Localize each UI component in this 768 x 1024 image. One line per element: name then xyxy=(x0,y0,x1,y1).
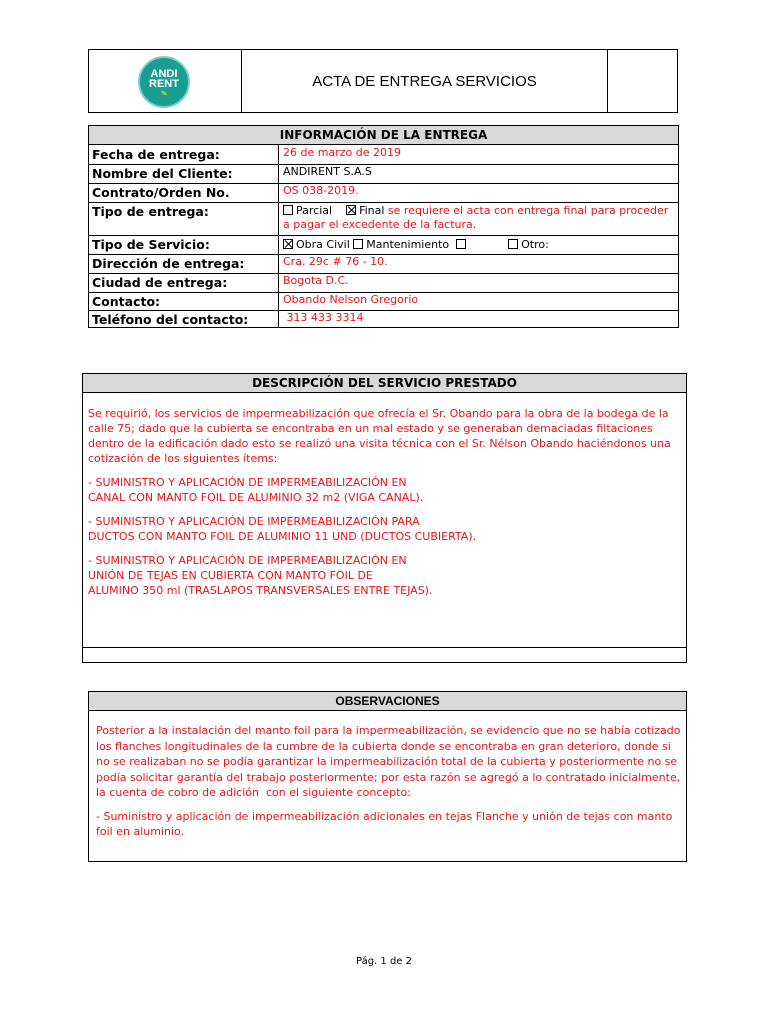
description-divider xyxy=(83,647,686,648)
header-divider xyxy=(607,50,608,112)
leaf-icon xyxy=(161,91,167,95)
table-row xyxy=(89,254,678,274)
service-description-box xyxy=(82,373,687,663)
document-header xyxy=(88,49,678,113)
delivery-info-table xyxy=(88,125,679,328)
description-item: - SUMINISTRO Y APLICACIÓN DE IMPERMEABILIZACIÓN PARA DUCTOS CON MANTO FOIL DE ALUMINIO 11 UND (DUCTOS CUBIERTA). xyxy=(88,515,477,543)
delivery-city-value: Bogota D.C. xyxy=(283,274,349,287)
blank-checkbox[interactable] xyxy=(456,239,466,249)
row-label: Contrato/Orden No. xyxy=(89,183,279,202)
delivery-address-value: Cra. 29c # 76 - 10. xyxy=(283,255,388,268)
row-label: Nombre del Cliente: xyxy=(89,164,279,183)
description-item: - SUMINISTRO Y APLICACIÓN DE IMPERMEABILIZACIÓN EN CANAL CON MANTO FOIL DE ALUMINIO 32 m2 (VIGA CANAL). xyxy=(88,476,424,504)
logo-cell xyxy=(89,50,242,112)
row-label: Teléfono del contacto: xyxy=(89,310,279,328)
otro-label: Otro: xyxy=(521,238,549,251)
page-number: Pág. 1 de 2 xyxy=(356,956,412,967)
delivery-date-value: 26 de marzo de 2019 xyxy=(283,146,401,159)
row-label: Ciudad de entrega: xyxy=(89,273,279,292)
description-paragraph: Se requirió, los servicios de impermeabilización que ofrecía el Sr. Obando para la obra de la bodega de la calle 75; dado que la cubierta se encontraba en un mal estado y se generaban demaciadas filtaciones dentro de la edificación dado esto se realizó una visita técnica con el Sr. Nélson Obando haciéndonos una cotización de los siguientes ítems: xyxy=(88,407,671,465)
delivery-info-heading: INFORMACIÓN DE LA ENTREGA xyxy=(89,126,678,145)
row-label: Dirección de entrega: xyxy=(89,254,279,273)
document-title: ACTA DE ENTREGA SERVICIOS xyxy=(312,72,537,90)
parcial-label: Parcial xyxy=(296,204,333,217)
contract-number-value: OS 038-2019. xyxy=(283,184,359,197)
mantenimiento-label: Mantenimiento xyxy=(366,238,450,251)
contact-phone-value: 313 433 3314 xyxy=(283,311,364,324)
obra-civil-checkbox[interactable] xyxy=(283,239,293,249)
row-label: Tipo de Servicio: xyxy=(89,235,279,254)
row-label: Contacto: xyxy=(89,292,279,310)
observations-heading: OBSERVACIONES xyxy=(89,692,686,711)
table-row xyxy=(89,273,678,293)
table-row xyxy=(89,202,678,236)
table-row xyxy=(89,310,678,328)
mantenimiento-checkbox[interactable] xyxy=(353,239,363,249)
table-row xyxy=(89,145,678,165)
table-row xyxy=(89,164,678,184)
observations-box xyxy=(88,691,687,862)
service-type-value xyxy=(280,235,678,252)
description-item: - SUMINISTRO Y APLICACIÓN DE IMPERMEABILIZACIÓN EN UNIÓN DE TEJAS EN CUBIERTA CON MANTO FOIL DE ALUMINO 350 ml (TRASLAPOS TRANSVERSALES ENTRE TEJAS). xyxy=(88,554,433,597)
observations-paragraph: Posterior a la instalación del manto foil para la impermeabilización, se evidencio que no se había cotizado los flanches longitudinales de la cumbre de la cubierta donde se encontraba en gran deterioro, donde si no se realizaban no se podía garantizar la impermeabilización total de la cubierta y posteriormente no se podía solicitar garantía del trabajo posteriormente; por esta razón se agregó a lo contratado inicialmente, la cuenta de cobro de adición con el siguiente concepto: xyxy=(96,724,685,799)
final-label: Final xyxy=(359,204,385,217)
table-row xyxy=(89,292,678,311)
final-checkbox[interactable] xyxy=(346,205,356,215)
obra-civil-label: Obra Civil xyxy=(296,238,350,251)
andirent-logo xyxy=(138,56,190,108)
service-description-heading: DESCRIPCIÓN DEL SERVICIO PRESTADO xyxy=(83,374,686,393)
otro-checkbox[interactable] xyxy=(508,239,518,249)
row-label: Fecha de entrega: xyxy=(89,145,279,164)
logo-text-rent: RENT xyxy=(149,78,179,90)
delivery-type-value xyxy=(280,202,678,232)
delivery-type-note: se requiere el acta con entrega final para proceder a pagar el excedente de la factura. xyxy=(283,204,669,231)
logo-text-andi: ANDI xyxy=(150,68,178,80)
parcial-checkbox[interactable] xyxy=(283,205,293,215)
row-label: Tipo de entrega: xyxy=(89,202,279,235)
service-description-body xyxy=(88,406,683,607)
observations-paragraph: - Suministro y aplicación de impermeabilización adicionales en tejas Flanche y unión de tejas con manto foil en aluminio. xyxy=(96,809,673,838)
observations-body xyxy=(96,723,684,848)
client-name-value: ANDIRENT S.A.S xyxy=(283,165,372,178)
table-row xyxy=(89,235,678,255)
contact-name-value: Obando Nelson Gregorio xyxy=(283,293,419,306)
table-row xyxy=(89,183,678,203)
